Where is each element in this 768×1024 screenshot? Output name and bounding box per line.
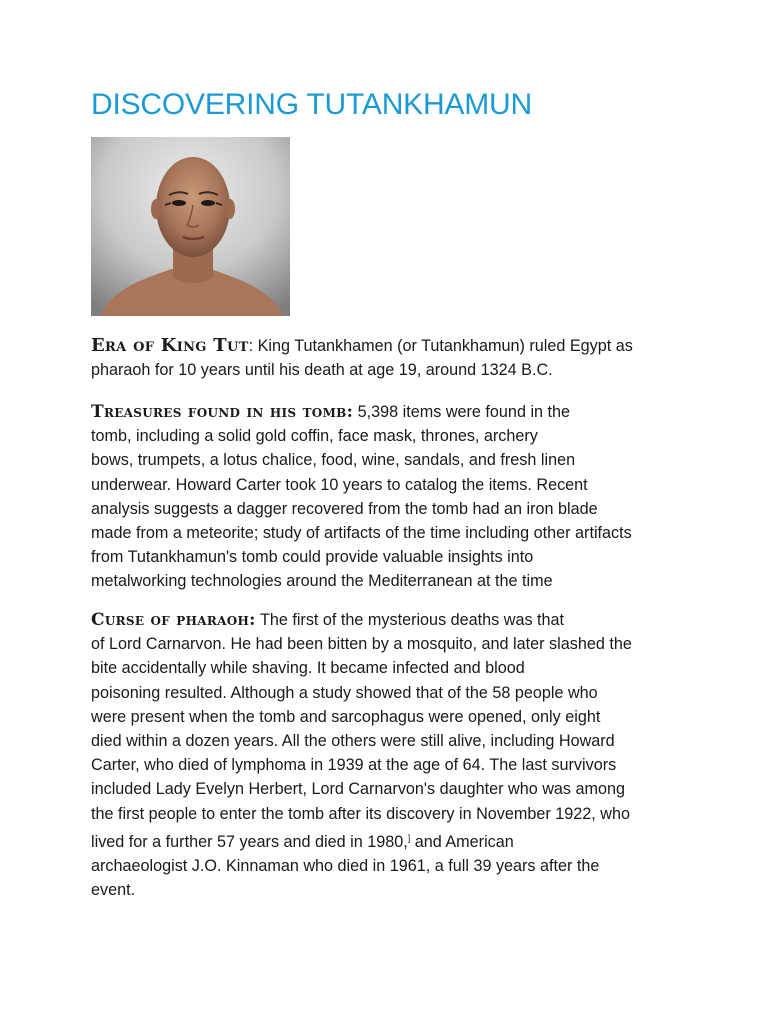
- section-curse: [91, 608, 691, 902]
- section-curse-line-11: archaeologist J.O. Kinnaman who died in 1961, a full 39 years after the: [91, 857, 600, 876]
- image-credit: · · · · · · · · · · · · · · · · · · · · · · · · · · · ·: [95, 309, 163, 314]
- section-treasures-text: 5,398 items were found in the: [357, 403, 571, 421]
- section-treasures-line-4: underwear. Howard Carter took 10 years to catalog the items. Recent: [91, 475, 588, 494]
- section-curse-line-6: died within a dozen years. All the others were still alive, including Howard: [91, 732, 615, 751]
- portrait-illustration: [91, 137, 290, 316]
- section-treasures-line-6: made from a meteorite; study of artifacts of the time including other artifacts: [91, 524, 632, 543]
- footnote-marker[interactable]: ]: [407, 832, 411, 843]
- section-curse-line-2: of Lord Carnarvon. He had been bitten by a mosquito, and later slashed the: [91, 635, 632, 654]
- section-treasures-line-7: from Tutankhamun's tomb could provide valuable insights into: [91, 548, 534, 567]
- section-curse-line-1: [91, 608, 691, 632]
- section-treasures-line-2: tomb, including a solid gold coffin, face mask, thrones, archery: [91, 427, 538, 446]
- section-curse-text: The first of the mysterious deaths was that: [259, 611, 565, 629]
- section-treasures-heading: Treasures found in his tomb:: [91, 402, 354, 422]
- section-era-heading: Era of King Tut: [91, 335, 249, 356]
- section-curse-line-7: Carter, who died of lymphoma in 1939 at the age of 64. The last survivors: [91, 756, 617, 775]
- section-treasures-line-5: analysis suggests a dagger recovered from the tomb had an iron blade: [91, 499, 598, 518]
- section-treasures-line-1: [91, 400, 691, 424]
- section-era-line-2: pharaoh for 10 years until his death at age 19, around 1324 B.C.: [91, 361, 553, 380]
- section-era-text: King Tutankhamen (or Tutankhamun) ruled Egypt as: [257, 337, 633, 355]
- section-curse-line-12: event.: [91, 881, 136, 900]
- section-era-line-1: [91, 334, 691, 358]
- section-era-separator: :: [248, 337, 258, 355]
- section-treasures-line-3: bows, trumpets, a lotus chalice, food, wine, sandals, and fresh linen: [91, 451, 576, 470]
- section-treasures: [91, 400, 691, 594]
- section-treasures-line-8: metalworking technologies around the Mediterranean at the time: [91, 572, 553, 591]
- section-era: [91, 334, 691, 382]
- section-curse-line-4: poisoning resulted. Although a study showed that of the 58 people who: [91, 683, 598, 702]
- tutankhamun-portrait-image: [91, 137, 290, 316]
- section-curse-line-10: [91, 826, 691, 854]
- section-curse-heading: Curse of pharaoh:: [91, 610, 256, 630]
- section-curse-line-10-tail: and American: [410, 832, 514, 851]
- page-title: DISCOVERING TUTANKHAMUN: [91, 88, 532, 121]
- section-curse-line-3: bite accidentally while shaving. It became infected and blood: [91, 659, 525, 678]
- section-curse-line-5: were present when the tomb and sarcophagus were opened, only eight: [91, 707, 601, 726]
- section-curse-line-10-text: lived for a further 57 years and died in 1980,: [91, 832, 408, 851]
- section-curse-line-8: included Lady Evelyn Herbert, Lord Carnarvon's daughter who was among: [91, 780, 625, 799]
- section-curse-line-9: the first people to enter the tomb after its discovery in November 1922, who: [91, 804, 630, 823]
